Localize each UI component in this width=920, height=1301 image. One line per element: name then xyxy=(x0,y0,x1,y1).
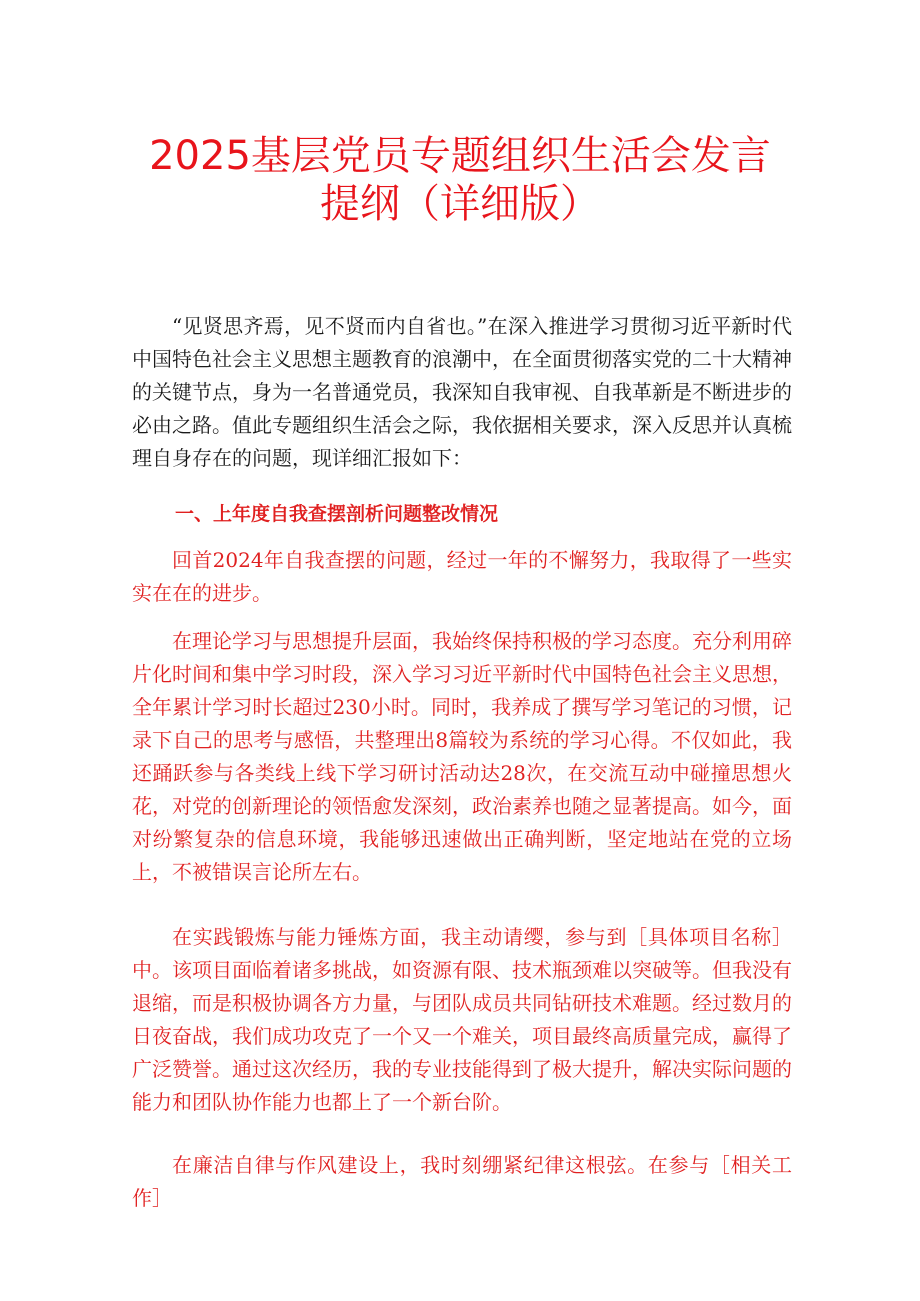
paragraph-practice: 在实践锻炼与能力锤炼方面，我主动请缨，参与到［具体项目名称］中。该项目面临着诸多挑战，如资源有限、技术瓶颈难以突破等。但我没有退缩，而是积极协调各方力量，与团队成员共同钻研技术难题。经过数月的日夜奋战，我们成功攻克了一个又一个难关，项目最终高质量完成，赢得了广泛赞誉。通过这次经历，我的专业技能得到了极大提升，解决实际问题的能力和团队协作能力也都上了一个新台阶。 xyxy=(132,925,792,1114)
intro-paragraph: “见贤思齐焉，见不贤而内自省也。”在深入推进学习贯彻习近平新时代中国特色社会主义思想主题教育的浪潮中，在全面贯彻落实党的二十大精神的关键节点，身为一名普通党员，我深知自我审视、自我革新是不断进步的必由之路。值此专题组织生活会之际，我依据相关要求，深入反思并认真梳理自身存在的问题，现详细汇报如下： xyxy=(132,314,792,470)
paragraph-review-2024: 回首2024年自我查摆的问题，经过一年的不懈努力，我取得了一些实实在在的进步。 xyxy=(132,548,792,605)
section-heading-1: 一、上年度自我查摆剖析问题整改情况 xyxy=(175,503,499,525)
document-title-line-1: 2025基层党员专题组织生活会发言 xyxy=(149,133,771,179)
document-title-line-2: 提纲（详细版） xyxy=(320,181,600,227)
paragraph-integrity: 在廉洁自律与作风建设上，我时刻绷紧纪律这根弦。在参与［相关工作］ xyxy=(132,1153,792,1210)
paragraph-theory-study: 在理论学习与思想提升层面，我始终保持积极的学习态度。充分利用碎片化时间和集中学习时段，深入学习习近平新时代中国特色社会主义思想，全年累计学习时长超过230小时。同时，我养成了撰写学习笔记的习惯，记录下自己的思考与感悟，共整理出8篇较为系统的学习心得。不仅如此，我还踊跃参与各类线上线下学习研讨活动达28次，在交流互动中碰撞思想火花，对党的创新理论的领悟愈发深刻，政治素养也随之显著提高。如今，面对纷繁复杂的信息环境，我能够迅速做出正确判断，坚定地站在党的立场上，不被错误言论所左右。 xyxy=(132,629,792,884)
